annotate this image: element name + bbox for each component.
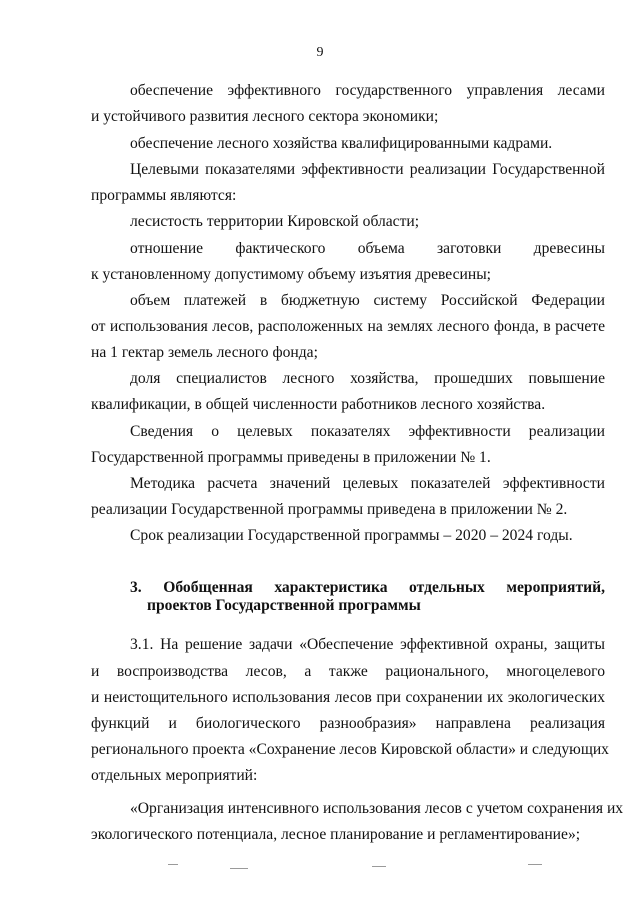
paragraph-line: к установленному допустимому объему изъятия древесины; [91,266,492,283]
paragraph-line: квалификации, в общей численности работников лесного хозяйства. [91,396,546,413]
paragraph-line: программы являются: [91,187,237,204]
paragraph-line: функций и биологического разнообразия» направлена реализация [91,715,605,732]
paragraph-line: Сведения о целевых показателях эффективности реализации [130,423,605,440]
paragraph-line: реализации Государственной программы приведена в приложении № 2. [91,501,568,518]
page-number: 9 [316,45,324,60]
paragraph-line: «Организация интенсивного использования лесов с учетом сохранения их [130,800,624,817]
paragraph-line: объем платежей в бюджетную систему Российской Федерации [130,292,605,309]
paragraph-line: Срок реализации Государственной программы – 2020 – 2024 годы. [130,527,573,544]
paragraph-line: лесистость территории Кировской области; [130,213,420,230]
paragraph-line: и воспроизводства лесов, а также рационального, многоцелевого [91,663,605,680]
paragraph-line: 3.1. На решение задачи «Обеспечение эффективной охраны, защиты [130,636,605,653]
scan-artifact [230,868,248,869]
scan-artifact [168,864,178,865]
paragraph-line: и неистощительного использования лесов при сохранении их экологических [91,689,605,706]
paragraph-line: от использования лесов, расположенных на землях лесного фонда, в расчете [91,318,605,335]
paragraph-line: Государственной программы приведены в приложении № 1. [91,449,491,466]
scan-artifact [528,864,542,865]
paragraph-line: доля специалистов лесного хозяйства, прошедших повышение [130,370,605,387]
paragraph-line: Целевыми показателями эффективности реализации Государственной [130,161,605,178]
scan-artifact [372,866,386,867]
paragraph-line: экологического потенциала, лесное планирование и регламентирование»; [91,826,581,843]
paragraph-line: и устойчивого развития лесного сектора экономики; [91,108,439,125]
paragraph-line: обеспечение лесного хозяйства квалифицированными кадрами. [130,135,553,152]
paragraph-line: отдельных мероприятий: [91,767,258,784]
section-heading-line-2: проектов Государственной программы [147,597,421,614]
paragraph-line: на 1 гектар земель лесного фонда; [91,344,318,361]
paragraph-line: отношение фактического объема заготовки древесины [130,240,605,257]
section-heading-line-1: 3. Обобщенная характеристика отдельных мероприятий, [130,579,605,596]
paragraph-line: регионального проекта «Сохранение лесов Кировской области» и следующих [91,741,609,758]
paragraph-line: обеспечение эффективного государственного управления лесами [130,82,605,99]
paragraph-line: Методика расчета значений целевых показателей эффективности [130,475,605,492]
